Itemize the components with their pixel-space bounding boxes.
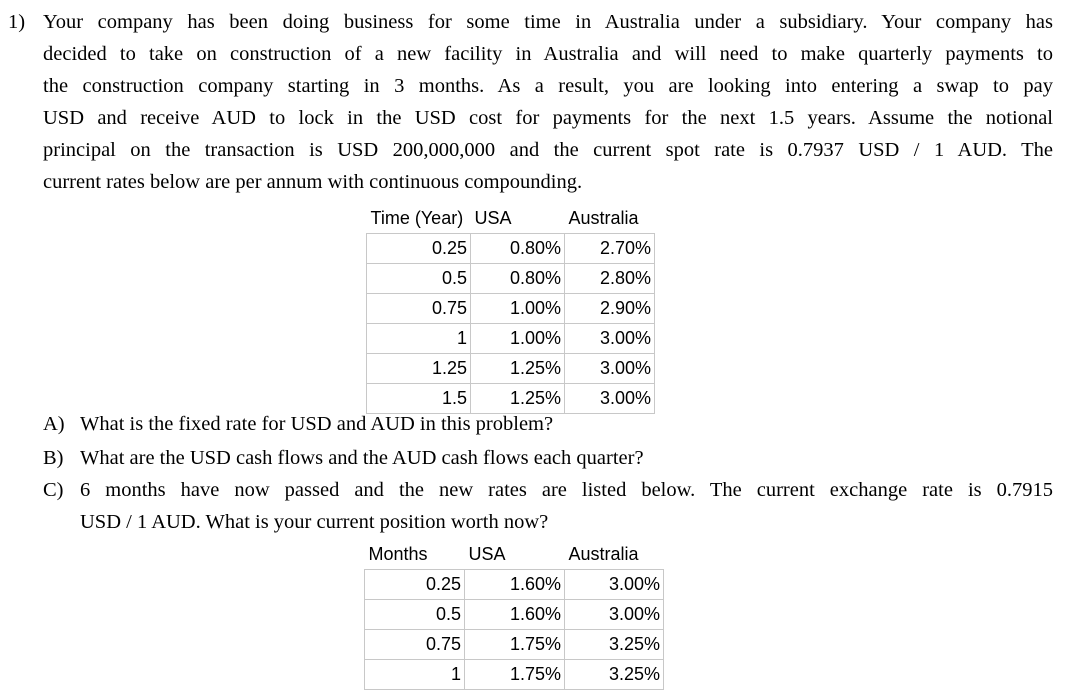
column-header-time: Time (Year) bbox=[367, 204, 471, 234]
table-row bbox=[367, 294, 655, 324]
question-b-letter: B) bbox=[43, 447, 64, 469]
time-cell: 1.5 bbox=[367, 384, 471, 414]
usa-rate-cell: 0.80% bbox=[471, 234, 565, 264]
australia-rate-cell: 2.80% bbox=[565, 264, 655, 294]
table-row bbox=[367, 234, 655, 264]
question-c-line-1: 6 months have now passed and the new rates are listed below. The current exchange rate is 0.7915 bbox=[80, 479, 1053, 501]
usa-rate-cell: 1.00% bbox=[471, 324, 565, 354]
column-header-australia: Australia bbox=[565, 204, 655, 234]
question-c-line-2: USD / 1 AUD. What is your current position worth now? bbox=[80, 511, 549, 533]
australia-rate-cell: 3.25% bbox=[565, 660, 664, 690]
usa-rate-cell: 1.00% bbox=[471, 294, 565, 324]
usa-rate-cell: 1.75% bbox=[465, 630, 565, 660]
australia-rate-cell: 3.00% bbox=[565, 600, 664, 630]
time-cell: 0.75 bbox=[367, 294, 471, 324]
column-header-australia: Australia bbox=[565, 540, 664, 570]
problem-line-6: current rates below are per annum with continuous compounding. bbox=[43, 171, 583, 193]
question-a-text: What is the fixed rate for USD and AUD in this problem? bbox=[80, 413, 554, 435]
time-cell: 0.25 bbox=[367, 234, 471, 264]
problem-number: 1) bbox=[8, 11, 26, 33]
rates-table-initial bbox=[366, 204, 655, 414]
table-header-row bbox=[365, 540, 664, 570]
australia-rate-cell: 2.70% bbox=[565, 234, 655, 264]
australia-rate-cell: 3.00% bbox=[565, 384, 655, 414]
problem-line-4: USD and receive AUD to lock in the USD cost for payments for the next 1.5 years. Assume the notional bbox=[43, 107, 1053, 129]
problem-line-3: the construction company starting in 3 months. As a result, you are looking into entering a swap to pay bbox=[43, 75, 1053, 97]
table-header-row bbox=[367, 204, 655, 234]
question-b-text: What are the USD cash flows and the AUD cash flows each quarter? bbox=[80, 447, 644, 469]
australia-rate-cell: 3.00% bbox=[565, 324, 655, 354]
months-cell: 0.75 bbox=[365, 630, 465, 660]
problem-line-5: principal on the transaction is USD 200,000,000 and the current spot rate is 0.7937 USD / 1 AUD. The bbox=[43, 139, 1053, 161]
usa-rate-cell: 1.25% bbox=[471, 384, 565, 414]
australia-rate-cell: 2.90% bbox=[565, 294, 655, 324]
table-row bbox=[365, 600, 664, 630]
question-c-letter: C) bbox=[43, 479, 64, 501]
table-row bbox=[367, 354, 655, 384]
table-row bbox=[365, 570, 664, 600]
rates-table-updated bbox=[364, 540, 664, 690]
column-header-months: Months bbox=[365, 540, 465, 570]
months-cell: 1 bbox=[365, 660, 465, 690]
australia-rate-cell: 3.00% bbox=[565, 354, 655, 384]
australia-rate-cell: 3.25% bbox=[565, 630, 664, 660]
question-b bbox=[43, 442, 1053, 474]
table-row bbox=[365, 630, 664, 660]
time-cell: 1 bbox=[367, 324, 471, 354]
problem-line-2: decided to take on construction of a new facility in Australia and will need to make quarterly payments to bbox=[43, 43, 1053, 65]
question-c bbox=[43, 474, 1053, 538]
table-row bbox=[365, 660, 664, 690]
column-header-usa: USA bbox=[465, 540, 565, 570]
table-row bbox=[367, 324, 655, 354]
problem-line-1: Your company has been doing business for some time in Australia under a subsidiary. Your company has bbox=[43, 11, 1053, 33]
usa-rate-cell: 1.25% bbox=[471, 354, 565, 384]
column-header-usa: USA bbox=[471, 204, 565, 234]
australia-rate-cell: 3.00% bbox=[565, 570, 664, 600]
time-cell: 1.25 bbox=[367, 354, 471, 384]
usa-rate-cell: 1.60% bbox=[465, 570, 565, 600]
table-row bbox=[367, 264, 655, 294]
months-cell: 0.25 bbox=[365, 570, 465, 600]
usa-rate-cell: 1.60% bbox=[465, 600, 565, 630]
time-cell: 0.5 bbox=[367, 264, 471, 294]
question-a bbox=[43, 408, 1053, 440]
usa-rate-cell: 1.75% bbox=[465, 660, 565, 690]
usa-rate-cell: 0.80% bbox=[471, 264, 565, 294]
question-a-letter: A) bbox=[43, 413, 65, 435]
months-cell: 0.5 bbox=[365, 600, 465, 630]
